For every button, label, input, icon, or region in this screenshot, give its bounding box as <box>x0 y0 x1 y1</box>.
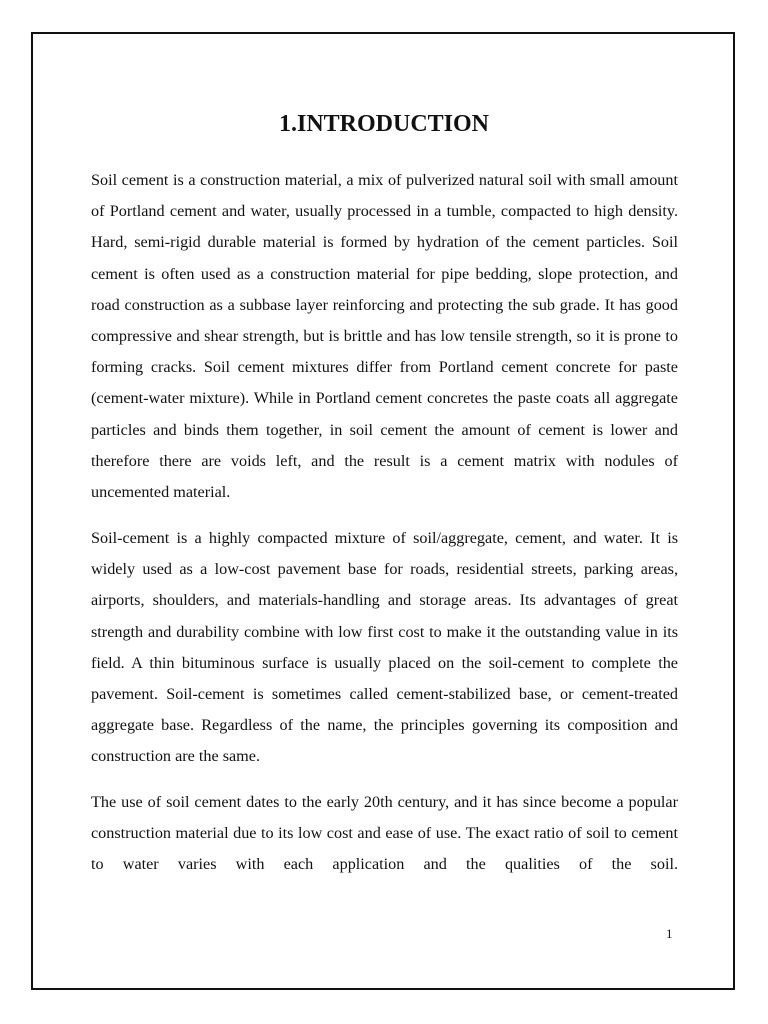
paragraph-2: Soil-cement is a highly compacted mixture of soil/aggregate, cement, and water. It is widely used as a low-cost pavement base for roads, residential streets, parking areas, airports, shoulders, and materials-handling and storage areas. Its advantages of great strength and durability combine with low first cost to make it the outstanding value in its field. A thin bituminous surface is usually placed on the soil-cement to complete the pavement. Soil-cement is sometimes called cement-stabilized base, or cement-treated aggregate base. Regardless of the name, the principles governing its composition and construction are the same. <box>91 529 678 766</box>
paragraph-1: Soil cement is a construction material, a mix of pulverized natural soil with small amount of Portland cement and water, usually processed in a tumble, compacted to high density. Hard, semi-rigid durable material is formed by hydration of the cement particles. Soil cement is often used as a construction material for pipe bedding, slope protection, and road construction as a subbase layer reinforcing and protecting the sub grade. It has good compressive and shear strength, but is brittle and has low tensile strength, so it is prone to forming cracks. Soil cement mixtures differ from Portland cement concrete for paste (cement-water mixture). While in Portland cement concretes the paste coats all aggregate particles and binds them together, in soil cement the amount of cement is lower and therefore there are voids left, and the result is a cement matrix with nodules of uncemented material. <box>91 171 678 502</box>
paragraph-3: The use of soil cement dates to the early 20th century, and it has since become a popular construction material due to its low cost and ease of use. The exact ratio of soil to cement to water varies with each application and the qualities of the soil. <box>91 793 678 874</box>
page-title: 1.INTRODUCTION <box>278 111 490 137</box>
paragraph-3-container <box>91 787 678 881</box>
page-number: 1 <box>666 926 673 941</box>
